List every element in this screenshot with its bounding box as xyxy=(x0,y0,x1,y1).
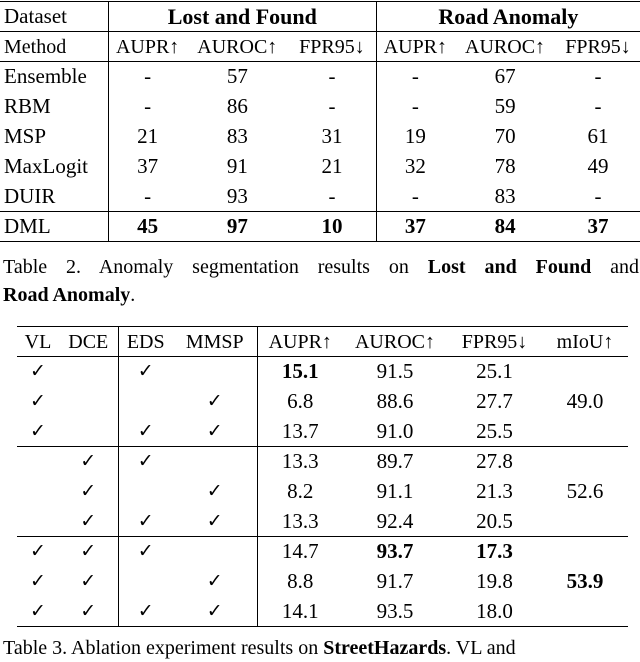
col-miou: mIoU↑ xyxy=(556,330,614,353)
caption-line-1 xyxy=(3,253,639,281)
col-eds: EDS xyxy=(118,327,173,357)
check-cell-eds xyxy=(118,477,173,507)
method-name: DML xyxy=(4,214,51,238)
table-cell: 19 xyxy=(376,122,454,152)
check-cell-vl: ✓ xyxy=(30,419,46,442)
table-cell: 32 xyxy=(376,152,454,182)
dataset-label: Dataset xyxy=(4,4,67,28)
metric-cell-auroc: 91.1 xyxy=(376,479,414,503)
table-cell: 45 xyxy=(108,212,186,242)
table-row xyxy=(0,122,640,152)
table-cell: - xyxy=(376,92,454,122)
metric-header: AUPR↑ xyxy=(376,32,454,62)
caption-text: . xyxy=(130,284,136,306)
group-lost-and-found: Lost and Found xyxy=(108,2,376,32)
method-name: MaxLogit xyxy=(4,154,88,178)
table2-header-metrics xyxy=(0,32,640,62)
metric-cell-auroc: 88.6 xyxy=(376,389,414,413)
method-label: Method xyxy=(4,35,67,58)
check-cell-vl: ✓ xyxy=(30,570,46,592)
table-cell: - xyxy=(594,64,602,89)
table-2 xyxy=(0,1,640,242)
check-cell-vl: ✓ xyxy=(30,390,46,412)
table-row xyxy=(17,507,628,537)
table-3 xyxy=(17,326,628,627)
metric-cell-fpr95: 19.8 xyxy=(476,569,513,593)
metric-header: AUROC↑ xyxy=(465,35,546,58)
metric-cell-fpr95: 25.5 xyxy=(476,418,513,443)
metric-cell-auroc: 91.0 xyxy=(376,418,414,443)
check-cell-dce xyxy=(59,417,118,447)
check-cell-mmsp xyxy=(173,357,257,387)
check-cell-eds: ✓ xyxy=(118,447,173,477)
check-cell-mmsp: ✓ xyxy=(206,599,223,622)
metric-cell-aupr: 14.1 xyxy=(257,597,343,627)
table-row xyxy=(17,357,628,387)
metric-cell-fpr95: 18.0 xyxy=(476,598,513,623)
table-cell: 37 xyxy=(587,214,609,238)
table-row xyxy=(0,212,640,242)
check-cell-eds xyxy=(118,387,173,417)
table-row xyxy=(17,447,628,477)
metric-cell-aupr: 13.3 xyxy=(257,507,343,537)
table-cell: 83 xyxy=(226,124,248,148)
metric-cell-aupr: 8.8 xyxy=(257,567,343,597)
table-cell: - xyxy=(376,62,454,92)
table-cell: 21 xyxy=(108,122,186,152)
metric-cell-fpr95: 20.5 xyxy=(476,508,513,533)
metric-cell-auroc: 89.7 xyxy=(376,449,414,474)
group-road-anomaly: Road Anomaly xyxy=(376,2,640,32)
col-dce: DCE xyxy=(68,330,109,353)
caption-text: and xyxy=(591,256,639,278)
check-cell-vl: ✓ xyxy=(30,360,46,383)
table-cell: 70 xyxy=(494,124,516,148)
table3-header xyxy=(17,327,628,357)
metric-header: FPR95↓ xyxy=(299,35,365,58)
table-cell: 31 xyxy=(321,124,343,148)
check-cell-mmsp: ✓ xyxy=(206,390,223,412)
check-cell-dce: ✓ xyxy=(80,480,97,502)
metric-cell-aupr: 13.7 xyxy=(257,417,343,447)
caption-text: Table 3. Ablation experiment results on xyxy=(3,637,324,659)
check-cell-dce: ✓ xyxy=(80,450,97,473)
col-fpr95: FPR95↓ xyxy=(461,330,528,353)
miou-cell: 52.6 xyxy=(566,479,604,503)
check-cell-vl: ✓ xyxy=(30,599,46,622)
caption-text: . VL and xyxy=(446,637,516,659)
miou-cell: 49.0 xyxy=(566,389,604,413)
metric-cell-auroc: 91.7 xyxy=(376,569,414,593)
table-cell: 78 xyxy=(494,154,516,178)
table-cell: 86 xyxy=(226,94,248,118)
check-cell-dce: ✓ xyxy=(80,570,97,592)
col-vl: VL xyxy=(24,330,52,353)
check-cell-mmsp: ✓ xyxy=(206,480,223,502)
check-cell-mmsp: ✓ xyxy=(206,509,223,532)
check-cell-dce: ✓ xyxy=(80,599,97,622)
metric-cell-aupr: 13.3 xyxy=(257,447,343,477)
metric-cell-auroc: 93.5 xyxy=(376,598,414,623)
metric-cell-fpr95: 17.3 xyxy=(476,539,513,564)
check-cell-eds xyxy=(118,567,173,597)
check-cell-dce: ✓ xyxy=(80,509,97,532)
table-row xyxy=(0,152,640,182)
check-cell-mmsp: ✓ xyxy=(206,419,223,442)
metric-cell-aupr: 6.8 xyxy=(257,387,343,417)
table-cell: 49 xyxy=(587,154,609,178)
table-cell: 37 xyxy=(376,212,454,242)
method-name: DUIR xyxy=(4,183,56,208)
metric-cell-aupr: 14.7 xyxy=(257,537,343,567)
check-cell-vl xyxy=(17,507,59,537)
table-cell: 97 xyxy=(226,214,248,238)
table-cell: 21 xyxy=(321,154,343,178)
table-cell: - xyxy=(108,62,186,92)
table-cell: 10 xyxy=(321,214,343,238)
table-cell: 59 xyxy=(494,94,516,118)
table-row xyxy=(17,387,628,417)
caption-bold: Lost and Found xyxy=(427,256,592,278)
check-cell-eds: ✓ xyxy=(118,537,173,567)
table3-body xyxy=(17,357,628,627)
metric-cell-aupr: 8.2 xyxy=(257,477,343,507)
table-row xyxy=(17,567,628,597)
table-cell: 37 xyxy=(108,152,186,182)
check-cell-dce xyxy=(59,357,118,387)
table-row xyxy=(0,182,640,212)
table3-caption xyxy=(3,634,640,662)
table-cell: 57 xyxy=(226,64,248,89)
miou-cell: 53.9 xyxy=(566,569,604,593)
metric-cell-auroc: 93.7 xyxy=(376,539,414,564)
table-cell: 91 xyxy=(226,154,248,178)
check-cell-dce: ✓ xyxy=(80,540,97,563)
col-aupr: AUPR↑ xyxy=(257,327,343,357)
table-cell: - xyxy=(594,94,602,118)
table-row xyxy=(17,597,628,627)
method-name: Ensemble xyxy=(4,64,87,89)
table-cell: - xyxy=(328,183,336,208)
table-cell: 93 xyxy=(226,183,248,208)
check-cell-vl xyxy=(17,477,59,507)
table-cell: - xyxy=(108,92,186,122)
table-cell: - xyxy=(108,182,186,212)
col-auroc: AUROC↑ xyxy=(354,330,435,353)
metric-cell-auroc: 92.4 xyxy=(376,508,414,533)
table-row xyxy=(17,417,628,447)
table2-caption xyxy=(3,253,639,309)
caption-bold: Road Anomaly xyxy=(3,284,131,306)
method-name: MSP xyxy=(4,124,47,148)
metric-cell-aupr: 15.1 xyxy=(257,357,343,387)
table-cell: - xyxy=(594,183,602,208)
caption-text: Table 2. Anomaly segmentation results on xyxy=(3,256,428,278)
table-row xyxy=(17,477,628,507)
method-name: RBM xyxy=(4,94,51,118)
check-cell-eds: ✓ xyxy=(118,357,173,387)
metric-header: FPR95↓ xyxy=(565,35,631,58)
table2-body xyxy=(0,62,640,242)
table-row xyxy=(17,537,628,567)
check-cell-mmsp xyxy=(173,537,257,567)
metric-header: AUROC↑ xyxy=(197,35,278,58)
check-cell-eds: ✓ xyxy=(118,507,173,537)
table-row xyxy=(0,62,640,92)
check-cell-dce xyxy=(59,387,118,417)
metric-cell-auroc: 91.5 xyxy=(376,359,414,384)
table2-header-datasets xyxy=(0,2,640,32)
table-row xyxy=(0,92,640,122)
check-cell-mmsp: ✓ xyxy=(206,570,223,592)
check-cell-vl xyxy=(17,447,59,477)
metric-cell-fpr95: 27.7 xyxy=(476,389,513,413)
check-cell-vl: ✓ xyxy=(30,540,46,563)
check-cell-mmsp xyxy=(173,447,257,477)
metric-cell-fpr95: 27.8 xyxy=(476,449,513,474)
table-cell: 83 xyxy=(494,183,516,208)
check-cell-eds: ✓ xyxy=(118,417,173,447)
table-cell: 84 xyxy=(494,214,516,238)
table-cell: 67 xyxy=(494,64,516,89)
table-cell: - xyxy=(328,94,336,118)
col-mmsp: MMSP xyxy=(185,330,244,353)
table-cell: - xyxy=(328,64,336,89)
caption-line-2 xyxy=(3,284,135,306)
metric-header: AUPR↑ xyxy=(108,32,186,62)
metric-cell-fpr95: 25.1 xyxy=(476,359,513,384)
table-cell: - xyxy=(376,182,454,212)
metric-cell-fpr95: 21.3 xyxy=(476,479,513,503)
table-cell: 61 xyxy=(587,124,609,148)
caption-bold: StreetHazards xyxy=(323,637,447,659)
check-cell-eds: ✓ xyxy=(118,597,173,627)
